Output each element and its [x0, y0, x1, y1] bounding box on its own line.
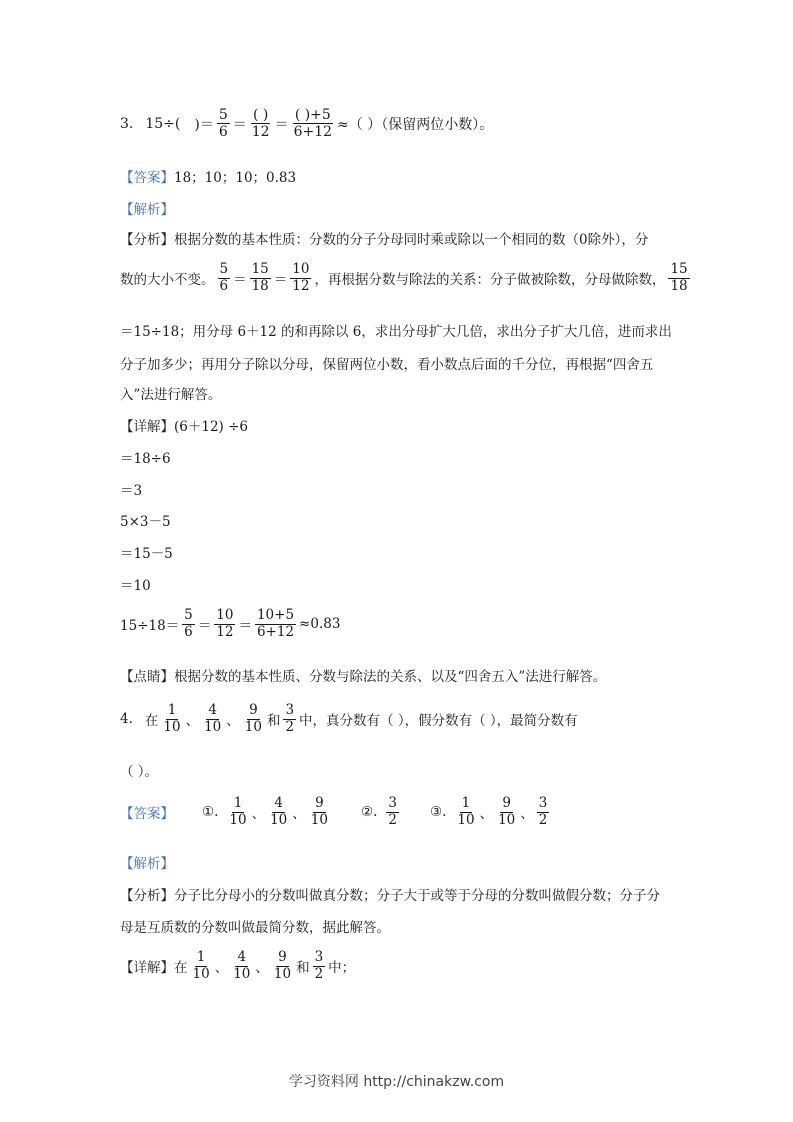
q4-answer-marker-1: ①. [202, 804, 219, 821]
q4-ans2-frac-1: $\frac{3}{2}$ [388, 795, 397, 828]
q4-xj-frac-1: $\frac{1}{10}$ [192, 949, 210, 982]
q4-frac-2: $\frac{4}{10}$ [204, 702, 222, 735]
q3-fenxi-line4 [120, 353, 653, 373]
q4-ans1-frac-3: $\frac{9}{10}$ [310, 795, 328, 828]
q3-frac-1: $\frac{5}{6}$ [218, 107, 228, 141]
q4-xj-frac-3: $\frac{9}{10}$ [273, 949, 292, 982]
q3-fenxi-label: 【分析】 [120, 232, 174, 248]
q4-jiexi-label: 【解析】 [120, 856, 174, 872]
q3-final-b: ≈0.83 [299, 616, 341, 633]
q3-frac-2: $\frac{( )}{12}$ [251, 107, 270, 141]
q4-xiangjie-label: 【详解】 [120, 960, 174, 977]
q3-frac-3: $\frac{( )+5}{6+12}$ [293, 107, 333, 141]
q3-eq-1: ＝ [232, 116, 247, 133]
q4-jiexi [120, 852, 174, 872]
q3-answer [120, 166, 296, 186]
q3-fenxi-line5 [120, 383, 221, 403]
q3-fenxi-line2: 数的大小不变。 $\frac{5}{6}$ ＝ $\frac{15}{18}$ ＝ $\frac{10}{12}$ ，再根据分数与除法的关系：分子做被除数，分母做除数， $\frac{15}{18}$ [120, 261, 688, 294]
q3-final-a: 15÷18＝ [120, 618, 180, 635]
q3-frac-10: $\frac{10+5}{6+12}$ [256, 607, 295, 640]
q3-expr-a: 15÷( [145, 115, 181, 132]
footer-watermark: 学习资料网 http://chinakzw.com [288, 1074, 505, 1090]
q4-ans3-frac-3: $\frac{3}{2}$ [538, 795, 548, 828]
q3-expr-b: )＝ [194, 116, 214, 133]
q3-dianjing-text: 根据分数的基本性质、分数与除法的关系、以及“四舍五入”法进行解答。 [174, 669, 607, 685]
q3-step-2: ＝3 [120, 483, 143, 499]
q4-xiangjie-zai: 在 [174, 960, 188, 977]
q3-fenxi-text4: 分子加多少；再用分子除以分母，保留两位小数，看小数点后面的千分位，再根据“四舍五 [120, 357, 654, 373]
q4-stem-line2: （ ）。 [120, 764, 159, 780]
q3-answer-text: 18；10；10；0.83 [174, 170, 297, 186]
q3-fenxi-line1 [120, 228, 648, 248]
q3-jiexi-label: 【解析】 [120, 202, 174, 218]
q3-approx: ≈（ ）（保留两位小数）。 [337, 116, 494, 133]
q4-xiangjie-end: 中； [328, 960, 356, 977]
q3-frac-7: $\frac{15}{18}$ [670, 261, 688, 294]
q4-zai: 在 [144, 713, 159, 730]
q3-frac-5: $\frac{15}{18}$ [251, 261, 269, 294]
q3-dianjing-label: 【点睛】 [120, 669, 174, 685]
q3-xiangjie [120, 415, 248, 435]
q4-frac-3: $\frac{9}{10}$ [244, 702, 262, 735]
q4-ans1-frac-2: $\frac{4}{10}$ [270, 795, 288, 828]
q3-jiexi [120, 198, 174, 218]
q3-step-3: 5×3－5 [120, 514, 171, 530]
q4-ans3-frac-2: $\frac{9}{10}$ [498, 795, 516, 828]
q4-number: 4. [120, 711, 133, 728]
q4-stem: 4. 在 $\frac{1}{10}$ 、 $\frac{4}{10}$ 、 $\frac{9}{10}$ 和 $\frac{3}{2}$ 中，真分数有（ ），假分数有（ ），最简分数有 [120, 702, 578, 735]
q3-eq-2: ＝ [274, 116, 289, 133]
q4-xiangjie: 【详解】 在 $\frac{1}{10}$ 、 $\frac{4}{10}$ 、 $\frac{9}{10}$ 和 $\frac{3}{2}$ 中； [120, 949, 356, 982]
q4-stem-rest: 中，真分数有（ ），假分数有（ ），最简分数有 [299, 713, 578, 730]
q3-fenxi-text3: ＝15÷18；用分母 6＋12 的和再除以 6，求出分母扩大几倍，求出分子扩大几倍，进而求出 [120, 324, 672, 340]
q3-step-1: ＝18÷6 [120, 451, 171, 467]
q3-dianjing [120, 665, 606, 685]
q4-answer-marker-2: ②. [360, 804, 378, 821]
q3-step-5: ＝10 [120, 578, 151, 594]
q4-fenxi-text1: 分子比分母小的分数叫做真分数；分子大于或等于分母的分数叫做假分数；分子分 [174, 888, 660, 904]
q4-answer-marker-3: ③. [429, 804, 447, 821]
q3-fenxi-text5: 入”法进行解答。 [120, 387, 222, 403]
q4-he: 和 [266, 713, 281, 730]
q4-xj-frac-2: $\frac{4}{10}$ [233, 949, 251, 982]
q4-frac-4: $\frac{3}{2}$ [285, 702, 295, 735]
q3-frac-4: $\frac{5}{6}$ [219, 261, 229, 294]
q3-fenxi-text2a: 数的大小不变。 [120, 272, 215, 289]
q4-fenxi-line2: 母是互质数的分数叫做最简分数，据此解答。 [120, 920, 390, 936]
q3-fenxi-text1: 根据分数的基本性质：分数的分子分母同时乘或除以一个相同的数（0除外），分 [174, 232, 649, 248]
q3-frac-6: $\frac{10}{12}$ [292, 261, 310, 294]
q4-answer: 【答案】 ①. $\frac{1}{10}$ 、 $\frac{4}{10}$ 、 $\frac{9}{10}$ ②. $\frac{3}{2}$ ③. $\frac{1}{10}$ 、 $\frac{9}{10}$ 、 $\frac{3}{2}$ [120, 795, 548, 828]
q3-xiangjie-label: 【详解】 [120, 419, 174, 435]
q3-number: 3. [120, 115, 134, 132]
q3-xiangjie-text: (6＋12) ÷6 [174, 419, 248, 435]
q4-ans1-frac-1: $\frac{1}{10}$ [229, 795, 247, 828]
q3-answer-label: 【答案】 [120, 170, 174, 186]
q3-final: 15÷18＝ $\frac{5}{6}$ ＝ $\frac{10}{12}$ ＝ $\frac{10+5}{6+12}$ ≈0.83 [120, 607, 341, 640]
q3-fenxi-line3 [120, 320, 672, 340]
q4-answer-label: 【答案】 [120, 806, 174, 823]
q3-stem [120, 107, 493, 140]
q4-fenxi-label: 【分析】 [120, 888, 174, 904]
q3-frac-8: $\frac{5}{6}$ [184, 607, 193, 640]
q4-ans3-frac-1: $\frac{1}{10}$ [457, 795, 475, 828]
q4-frac-1: $\frac{1}{10}$ [163, 702, 181, 735]
q3-frac-9: $\frac{10}{12}$ [216, 607, 234, 640]
q4-fenxi-line1 [120, 884, 660, 904]
q3-step-4: ＝15－5 [120, 546, 173, 562]
q3-fenxi-text2b: ，再根据分数与除法的关系：分子做被除数，分母做除数， [314, 272, 666, 289]
q4-xj-frac-4: $\frac{3}{2}$ [314, 949, 324, 982]
